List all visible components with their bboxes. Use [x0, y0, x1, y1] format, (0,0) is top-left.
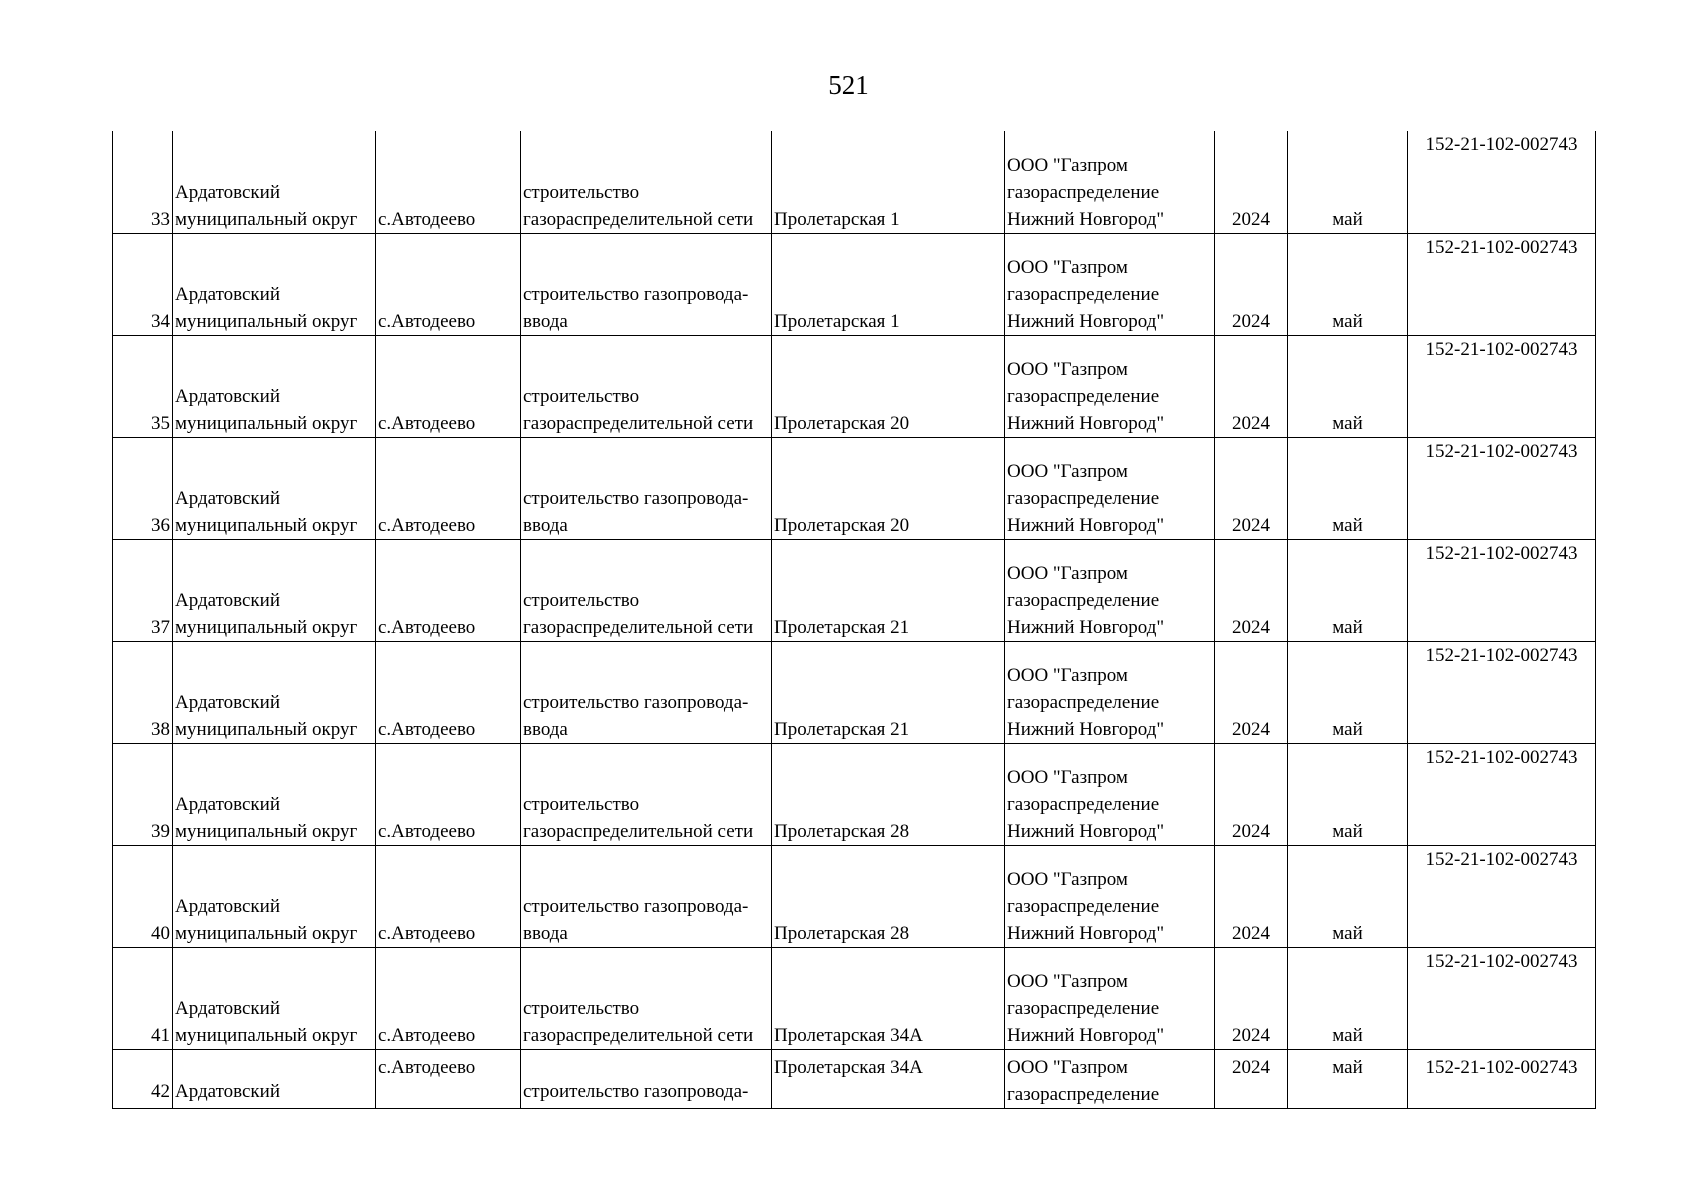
village-cell: с.Автодеево: [376, 131, 521, 233]
district-cell: Ардатовский муниципальный округ: [173, 335, 376, 437]
gasification-schedule-table: [112, 131, 1596, 1109]
registration-number-cell: 152-21-102-002743: [1408, 131, 1596, 233]
year-cell: 2024: [1215, 845, 1288, 947]
month-cell: май: [1288, 539, 1408, 641]
row-number: 35: [113, 335, 173, 437]
district-cell: Ардатовский муниципальный округ: [173, 845, 376, 947]
address-cell: Пролетарская 1: [772, 233, 1005, 335]
registration-number-cell: 152-21-102-002743: [1408, 335, 1596, 437]
organization-cell: ООО "Газпром газораспределение Нижний Новгород": [1005, 131, 1215, 233]
work-type-cell: строительство газораспределительной сети: [521, 947, 772, 1049]
row-number: 37: [113, 539, 173, 641]
year-cell: 2024: [1215, 233, 1288, 335]
village-cell: с.Автодеево: [376, 335, 521, 437]
work-type-cell: строительство газораспределительной сети: [521, 335, 772, 437]
organization-cell: ООО "Газпром газораспределение Нижний Новгород": [1005, 947, 1215, 1049]
district-cell: Ардатовский муниципальный округ: [173, 539, 376, 641]
table-row: [113, 947, 1596, 1049]
row-number: 34: [113, 233, 173, 335]
table-row: [113, 743, 1596, 845]
organization-cell: ООО "Газпром газораспределение Нижний Новгород": [1005, 437, 1215, 539]
month-cell: май: [1288, 233, 1408, 335]
village-cell: с.Автодеево: [376, 743, 521, 845]
work-type-cell: строительство газопровода- ввода: [521, 437, 772, 539]
registration-number-cell: 152-21-102-002743: [1408, 743, 1596, 845]
registration-number-cell: 152-21-102-002743: [1408, 845, 1596, 947]
village-cell: с.Автодеево: [376, 641, 521, 743]
month-cell: май: [1288, 845, 1408, 947]
month-cell: май: [1288, 335, 1408, 437]
year-cell: 2024: [1215, 641, 1288, 743]
page-number: 521: [828, 70, 869, 100]
registration-number-cell: 152-21-102-002743: [1408, 947, 1596, 1049]
month-cell: май: [1288, 947, 1408, 1049]
work-type-cell: строительство газопровода-: [521, 1049, 772, 1108]
address-cell: Пролетарская 21: [772, 641, 1005, 743]
month-cell: май: [1288, 641, 1408, 743]
registration-number-cell: 152-21-102-002743: [1408, 539, 1596, 641]
table-row: [113, 131, 1596, 233]
work-type-cell: строительство газопровода- ввода: [521, 641, 772, 743]
address-cell: Пролетарская 20: [772, 335, 1005, 437]
address-cell: Пролетарская 1: [772, 131, 1005, 233]
organization-cell: ООО "Газпром газораспределение Нижний Новгород": [1005, 845, 1215, 947]
village-cell: с.Автодеево: [376, 1049, 521, 1108]
row-number: 41: [113, 947, 173, 1049]
work-type-cell: строительство газопровода- ввода: [521, 845, 772, 947]
table-row: [113, 233, 1596, 335]
table-row: [113, 641, 1596, 743]
table-row: [113, 539, 1596, 641]
district-cell: Ардатовский муниципальный округ: [173, 131, 376, 233]
village-cell: с.Автодеево: [376, 539, 521, 641]
district-cell: Ардатовский: [173, 1049, 376, 1108]
month-cell: май: [1288, 1049, 1408, 1108]
work-type-cell: строительство газораспределительной сети: [521, 743, 772, 845]
district-cell: Ардатовский муниципальный округ: [173, 947, 376, 1049]
row-number: 38: [113, 641, 173, 743]
month-cell: май: [1288, 437, 1408, 539]
district-cell: Ардатовский муниципальный округ: [173, 641, 376, 743]
year-cell: 2024: [1215, 539, 1288, 641]
district-cell: Ардатовский муниципальный округ: [173, 437, 376, 539]
address-cell: Пролетарская 20: [772, 437, 1005, 539]
organization-cell: ООО "Газпром газораспределение Нижний Новгород": [1005, 743, 1215, 845]
village-cell: с.Автодеево: [376, 233, 521, 335]
year-cell: 2024: [1215, 743, 1288, 845]
table-row: [113, 437, 1596, 539]
table-row: [113, 1049, 1596, 1108]
address-cell: Пролетарская 28: [772, 845, 1005, 947]
organization-cell: ООО "Газпром газораспределение Нижний Новгород": [1005, 233, 1215, 335]
month-cell: май: [1288, 131, 1408, 233]
organization-cell: ООО "Газпром газораспределение Нижний Новгород": [1005, 539, 1215, 641]
address-cell: Пролетарская 34А: [772, 947, 1005, 1049]
year-cell: 2024: [1215, 1049, 1288, 1108]
row-number: 39: [113, 743, 173, 845]
district-cell: Ардатовский муниципальный округ: [173, 233, 376, 335]
row-number: 42: [113, 1049, 173, 1108]
year-cell: 2024: [1215, 437, 1288, 539]
district-cell: Ардатовский муниципальный округ: [173, 743, 376, 845]
organization-cell: ООО "Газпром газораспределение Нижний Новгород": [1005, 335, 1215, 437]
registration-number-cell: 152-21-102-002743: [1408, 233, 1596, 335]
address-cell: Пролетарская 34А: [772, 1049, 1005, 1108]
village-cell: с.Автодеево: [376, 845, 521, 947]
address-cell: Пролетарская 21: [772, 539, 1005, 641]
table-row: [113, 335, 1596, 437]
organization-cell: ООО "Газпром газораспределение Нижний Новгород": [1005, 641, 1215, 743]
table-body: [113, 131, 1596, 1108]
village-cell: с.Автодеево: [376, 437, 521, 539]
work-type-cell: строительство газораспределительной сети: [521, 131, 772, 233]
address-cell: Пролетарская 28: [772, 743, 1005, 845]
organization-cell: ООО "Газпром газораспределение: [1005, 1049, 1215, 1108]
row-number: 33: [113, 131, 173, 233]
work-type-cell: строительство газопровода- ввода: [521, 233, 772, 335]
registration-number-cell: 152-21-102-002743: [1408, 437, 1596, 539]
row-number: 36: [113, 437, 173, 539]
registration-number-cell: 152-21-102-002743: [1408, 641, 1596, 743]
registration-number-cell: 152-21-102-002743: [1408, 1049, 1596, 1108]
village-cell: с.Автодеево: [376, 947, 521, 1049]
year-cell: 2024: [1215, 947, 1288, 1049]
month-cell: май: [1288, 743, 1408, 845]
year-cell: 2024: [1215, 131, 1288, 233]
table-row: [113, 845, 1596, 947]
row-number: 40: [113, 845, 173, 947]
year-cell: 2024: [1215, 335, 1288, 437]
work-type-cell: строительство газораспределительной сети: [521, 539, 772, 641]
